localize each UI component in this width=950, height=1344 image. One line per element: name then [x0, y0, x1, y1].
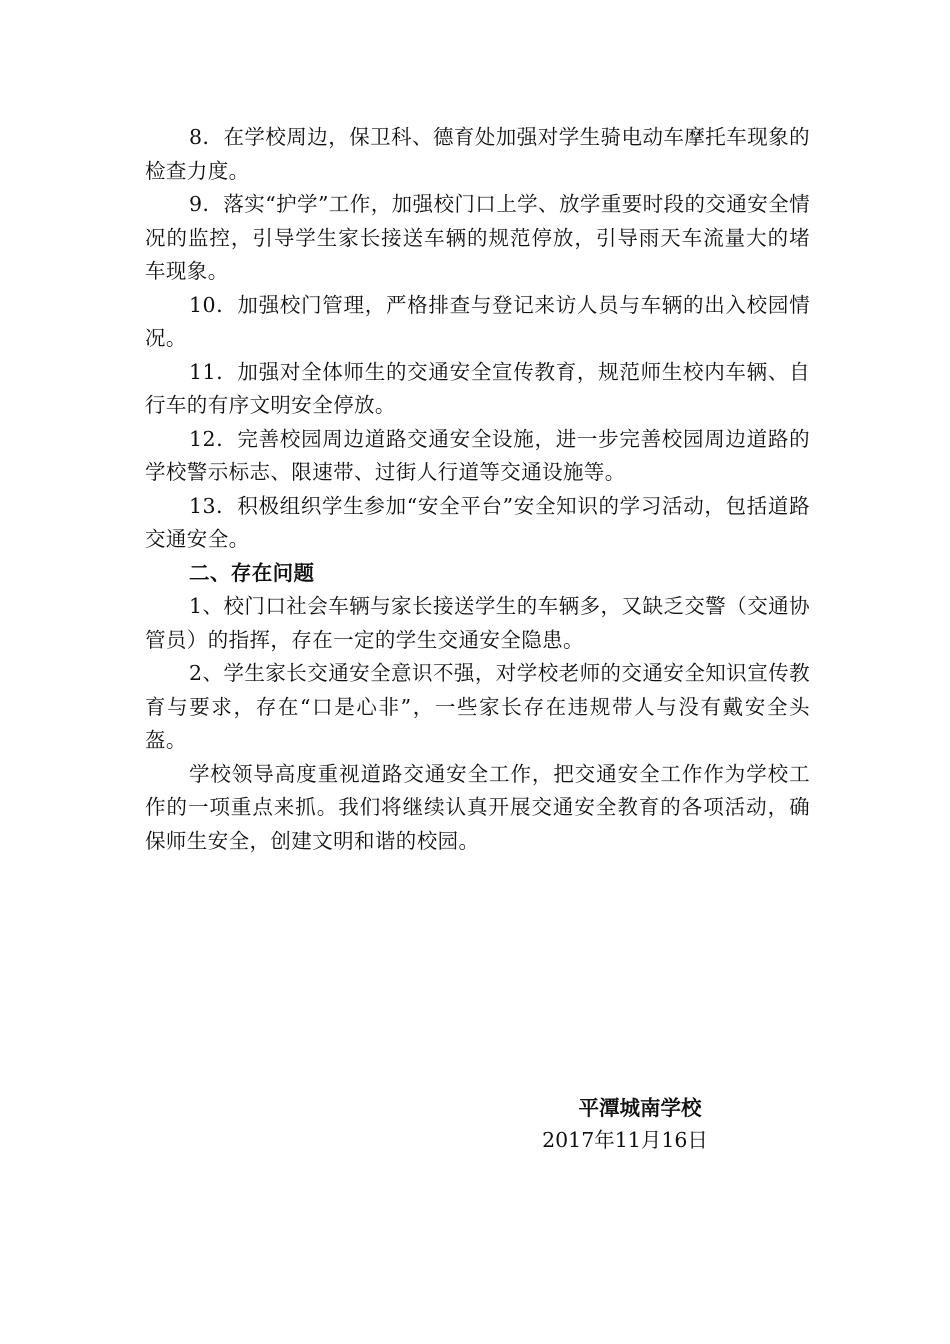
document-date: 2017年11月16日	[542, 1128, 708, 1152]
conclusion-paragraph: 学校领导高度重视道路交通安全工作，把交通安全工作作为学校工作的一项重点来抓。我们将继续认真开展交通安全教育的各项活动，确保师生安全，创建文明和谐的校园。	[145, 761, 810, 853]
paragraph-item-9: 9．落实“护学”工作，加强校门口上学、放学重要时段的交通安全情况的监控，引导学生家长接送车辆的规范停放，引导雨天车流量大的堵车现象。	[145, 192, 810, 283]
document-body	[145, 121, 810, 858]
paragraph-item-10: 10．加强校门管理，严格排查与登记来访人员与车辆的出入校园情况。	[145, 292, 810, 350]
issue-item-1: 1、校门口社会车辆与家长接送学生的车辆多，又缺乏交警（交通协管员）的指挥，存在一定的学生交通安全隐患。	[145, 594, 810, 652]
signature-block	[520, 1093, 720, 1155]
section-heading-issues: 二、存在问题	[189, 560, 315, 585]
paragraph-item-13: 13．积极组织学生参加“安全平台”安全知识的学习活动，包括道路交通安全。	[145, 493, 810, 551]
paragraph-item-8: 8．在学校周边，保卫科、德育处加强对学生骑电动车摩托车现象的检查力度。	[145, 125, 810, 183]
issue-item-2: 2、学生家长交通安全意识不强，对学校老师的交通安全知识宣传教育与要求，存在“口是心非”，一些家长存在违规带人与没有戴安全头盔。	[145, 661, 810, 752]
paragraph-item-11: 11．加强对全体师生的交通安全宣传教育，规范师生校内车辆、自行车的有序文明安全停放。	[145, 359, 810, 417]
school-name: 平潭城南学校	[578, 1096, 702, 1120]
paragraph-item-12: 12．完善校园周边道路交通安全设施，进一步完善校园周边道路的学校警示标志、限速带、过街人行道等交通设施等。	[145, 426, 810, 484]
